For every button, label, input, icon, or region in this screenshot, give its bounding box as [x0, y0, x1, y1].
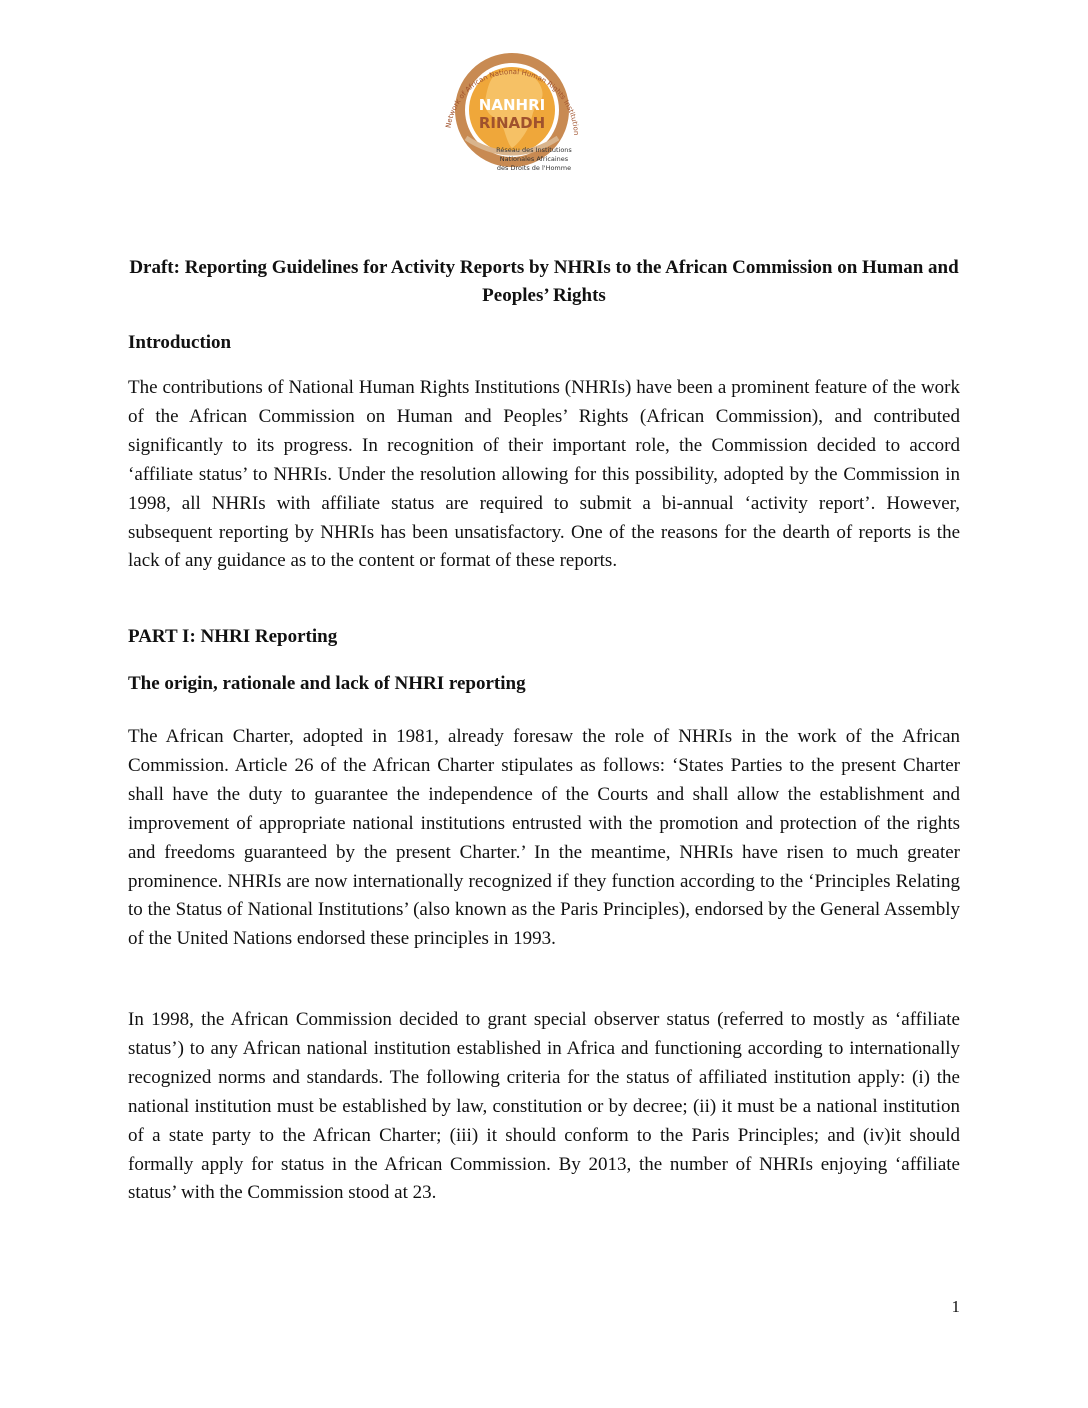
nanhri-emblem-icon	[436, 40, 588, 180]
logo-sub2: Nationales Africaines	[499, 155, 569, 163]
logo-line2: RINADH	[478, 114, 546, 132]
logo-line1: NANHRI	[478, 96, 546, 114]
logo-sub3: des Droits de l'Homme	[496, 164, 572, 172]
logo-arc-text: Network of African National Human Rights Institution	[444, 67, 581, 136]
charter-paragraph: The African Charter, adopted in 1981, already foresaw the role of NHRIs in the work of the African Commission. Article 26 of the African Charter stipulates as follows: ‘States Parties to the present Charter shall have the duty to guarantee the independence of the Courts and shall allow the establishment and improvement of appropriate national institutions entrusted with the promotion and protection of the rights and freedoms guaranteed by the present Charter.’ In the meantime, NHRIs have risen to much greater prominence. NHRIs are now internationally recognized if they function according to the ‘Principles Relating to the Status of National Institutions’ (also known as the Paris Principles), endorsed by the General Assembly of the United Nations endorsed these principles in 1993.	[128, 726, 960, 950]
logo-sub1: Réseau des Institutions	[496, 146, 572, 154]
document-title: Draft: Reporting Guidelines for Activity Reports by NHRIs to the African Commission on Human and Peoples’ Rights	[129, 257, 959, 306]
introduction-heading: Introduction	[128, 332, 232, 353]
origin-heading: The origin, rationale and lack of NHRI reporting	[128, 673, 526, 694]
affiliate-status-paragraph: In 1998, the African Commission decided to grant special observer status (referred to mostly as ‘affiliate status’) to any African national institution established in Africa and functioning according to internationally recognized norms and standards. The following criteria for the status of affiliated institution apply: (i) the national institution must be established by law, constitution or by decree; (ii) it must be a national institution of a state party to the African Charter; (iii) it should conform to the Paris Principles; and (iv)it should formally apply for status in the African Commission. By 2013, the number of NHRIs enjoying ‘affiliate status’ with the Commission stood at 23.	[128, 1009, 960, 1204]
page-number: 1	[951, 1297, 960, 1316]
nanhri-logo	[436, 40, 588, 180]
part1-heading: PART I: NHRI Reporting	[128, 626, 338, 647]
introduction-paragraph: The contributions of National Human Rights Institutions (NHRIs) have been a prominent feature of the work of the African Commission on Human and Peoples’ Rights (African Commission), and contributed significantly to its progress. In recognition of their important role, the Commission decided to accord ‘affiliate status’ to NHRIs. Under the resolution allowing for this possibility, adopted by the Commission in 1998, all NHRIs with affiliate status are required to submit a bi-annual ‘activity report’. However, subsequent reporting by NHRIs has been unsatisfactory. One of the reasons for the dearth of reports is the lack of any guidance as to the content or format of these reports.	[128, 377, 960, 572]
